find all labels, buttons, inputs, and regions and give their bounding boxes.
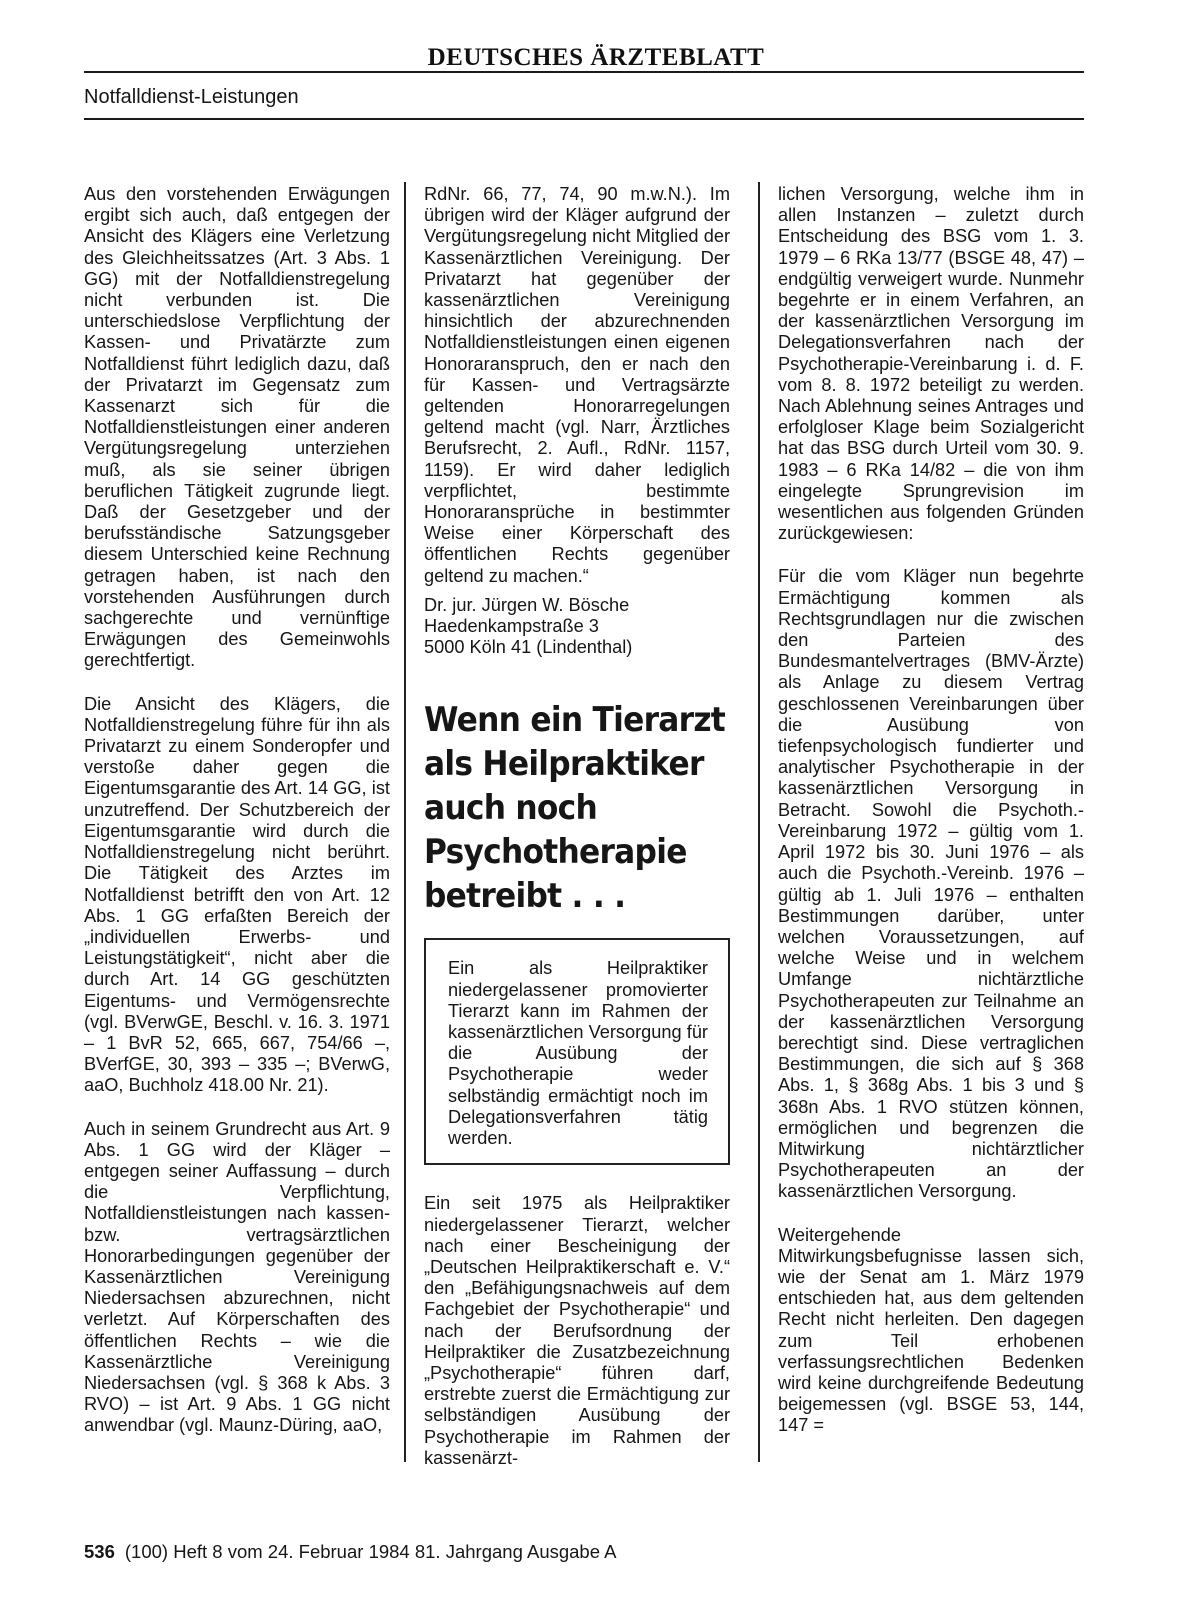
column-divider-left <box>404 182 406 1462</box>
page-number: 536 <box>84 1541 115 1562</box>
author-street: Haedenkampstraße 3 <box>424 616 599 637</box>
abstract-box <box>424 938 730 1165</box>
paragraph: lichen Versorgung, welche ihm in allen Instanzen – zuletzt durch Entscheidung des BSG vom 1. 3. 1979 – 6 RKa 13/77 (BSGE 48, 47) – endgültig verweigert wurde. Nunmehr begehrte er in einem Verfahren, an der kassenärztlichen Versorgung im Delegationsverfahren nach der Psychotherapie-Vereinbarung i. d. F. vom 8. 8. 1972 beteiligt zu werden. Nach Ablehnung seines Antrages und erfolgloser Klage beim Sozialgericht hat das BSG durch Urteil vom 30. 9. 1983 – 6 RKa 14/82 – die von ihm eingelegte Sprungrevision im wesentlichen aus folgenden Gründen zurückgewiesen: <box>778 184 1084 544</box>
author-name: Dr. jur. Jürgen W. Bösche <box>424 594 630 615</box>
column-3 <box>778 184 1084 1459</box>
header-rule-top <box>84 71 1084 73</box>
section-label: Notfalldienst-Leistungen <box>84 86 299 108</box>
page-footer <box>84 1541 616 1563</box>
paragraph: RdNr. 66, 77, 74, 90 m.w.N.). Im übrigen wird der Kläger aufgrund der Vergütungsregelung nicht Mitglied der Kassenärztlichen Vereinigung. Der Privatarzt hat gegenüber der kassenärztlichen Vereinigung hinsichtlich der abzurechnenden Notfalldienstleistungen einen eigenen Honoraranspruch, den er nach den für Kassen- und Vertragsärzte geltenden Honorarregelungen geltend macht (vgl. Narr, Ärztliches Berufsrecht, 2. Aufl., RdNr. 1157, 1159). Er wird daher lediglich verpflichtet, bestimmte Honoraransprüche in bestimmter Weise einer Körperschaft des öffentlichen Rechts gegenüber geltend zu machen.“ <box>424 184 730 586</box>
abstract-text: Ein als Heilpraktiker niedergelassener promovierter Tierarzt kann im Rahmen der kassenärztlichen Versorgung für die Ausübung der Psychotherapie weder selbständig ermächtigt noch im Delegationsverfahren tätig werden. <box>448 958 708 1149</box>
article-headline: Wenn ein Tierarzt als Heilpraktiker auch noch Psychotherapie betreibt . . . <box>424 700 726 917</box>
issue-info: (100) Heft 8 vom 24. Februar 1984 81. Jahrgang Ausgabe A <box>124 1541 617 1562</box>
paragraph: Aus den vorstehenden Erwägungen ergibt sich auch, daß entgegen der Ansicht des Klägers eine Verletzung des Gleichheitssatzes (Art. 3 Abs. 1 GG) mit der Notfalldienstregelung nicht verbunden ist. Die unterschiedslose Verpflichtung der Kassen- und Privatärzte zum Notfalldienst führt lediglich dazu, daß der Privatarzt im Gegensatz zum Kassenarzt sich für die Notfalldienstleistungen einer anderen Vergütungsregelung unterziehen muß, als sie seiner übrigen beruflichen Tätigkeit zugrunde liegt. Daß der Gesetzgeber und der berufsständische Satzungsgeber diesem Unterschied keine Rechnung getragen haben, ist nach den vorstehenden Ausführungen durch sachgerechte und vernünftige Erwägungen des Gemeinwohls gerechtfertigt. <box>84 184 390 671</box>
paragraph: Die Ansicht des Klägers, die Notfalldienstregelung führe für ihn als Privatarzt zu einem Sonderopfer und verstoße daher gegen die Eigentumsgarantie des Art. 14 GG, ist unzutreffend. Der Schutzbereich der Eigentumsgarantie wird durch die Notfalldienstregelung nicht berührt. Die Tätigkeit des Arztes im Notfalldienst betrifft den von Art. 12 Abs. 1 GG erfaßten Bereich der „individuellen Erwerbs- und Leistungstätigkeit“, nicht aber die durch Art. 14 GG geschützten Eigentums- und Vermögensrechte (vgl. BVerwGE, Beschl. v. 16. 3. 1971 – 1 BvR 52, 665, 667, 754/66 –, BVerfGE, 30, 393 – 335 –; BVerwG, aaO, Buchholz 418.00 Nr. 21). <box>84 693 390 1096</box>
column-divider-right <box>758 182 760 1462</box>
column-1 <box>84 184 390 1459</box>
paragraph: Für die vom Kläger nun begehrte Ermächtigung kommen als Rechtsgrundlagen nur die zwischen den Parteien des Bundesmantelvertrages (BMV-Ärzte) als Anlage zu diesem Vertrag geschlossenen Vereinbarungen über die Ausübung von tiefenpsychologisch fundierter und analytischer Psychotherapie in der kassenärztlichen Versorgung in Betracht. Sowohl die Psychoth.-Vereinbarung 1972 – gültig vom 1. April 1972 bis 30. Juni 1976 – als auch die Psychoth.-Vereinb. 1976 – gültig ab 1. Juli 1976 – enthalten Bestimmungen darüber, unter welchen Voraussetzungen, auf welche Weise und in welchem Umfange nichtärztliche Psychotherapeuten zur Teilnahme an der kassenärztlichen Versorgung berechtigt sind. Diese vertraglichen Bestimmungen, die sich auf § 368 Abs. 1, § 368g Abs. 1 bis 3 und § 368n Abs. 1 RVO stützen können, ermöglichen und begrenzen die Mitwirkung nichtärztlicher Psychotherapeuten an der kassenärztlichen Versorgung. <box>778 566 1084 1202</box>
author-city: 5000 Köln 41 (Lindenthal) <box>424 637 633 658</box>
author-address <box>424 595 730 659</box>
journal-title: DEUTSCHES ÄRZTEBLATT <box>427 44 765 71</box>
paragraph: Weitergehende Mitwirkungsbefugnisse lassen sich, wie der Senat am 1. März 1979 entschieden hat, aus dem geltenden Recht nicht herleiten. Den dagegen zum Teil erhobenen verfassungsrechtlichen Bedenken wird keine durchgreifende Bedeutung beigemessen (vgl. BSGE 53, 144, 147 = <box>778 1224 1084 1436</box>
column-2 <box>424 184 730 1491</box>
paragraph: Auch in seinem Grundrecht aus Art. 9 Abs. 1 GG wird der Kläger – entgegen seiner Auffassung – durch die Verpflichtung, Notfalldienstleistungen nach kassen- bzw. vertragsärztlichen Honorarbedingungen gegenüber der Kassenärztlichen Vereinigung Niedersachsen abzurechnen, nicht verletzt. Auf Körperschaften des öffentlichen Rechts – wie die Kassenärztliche Vereinigung Niedersachsen (vgl. § 368 k Abs. 3 RVO) – ist Art. 9 Abs. 1 GG nicht anwendbar (vgl. Maunz-Düring, aaO, <box>84 1118 390 1436</box>
header-rule-bottom <box>84 118 1084 120</box>
paragraph: Ein seit 1975 als Heilpraktiker niedergelassener Tierarzt, welcher nach einer Bescheinigung der „Deutschen Heilpraktikerschaft e. V.“ den „Befähigungsnachweis auf dem Fachgebiet der Psychotherapie“ und nach der Berufsordnung der Heilpraktiker die Zusatzbezeichnung „Psychotherapie“ führen darf, erstrebte zuerst die Ermächtigung zur selbständigen Ausübung der Psychotherapie im Rahmen der kassenärzt- <box>424 1193 730 1468</box>
